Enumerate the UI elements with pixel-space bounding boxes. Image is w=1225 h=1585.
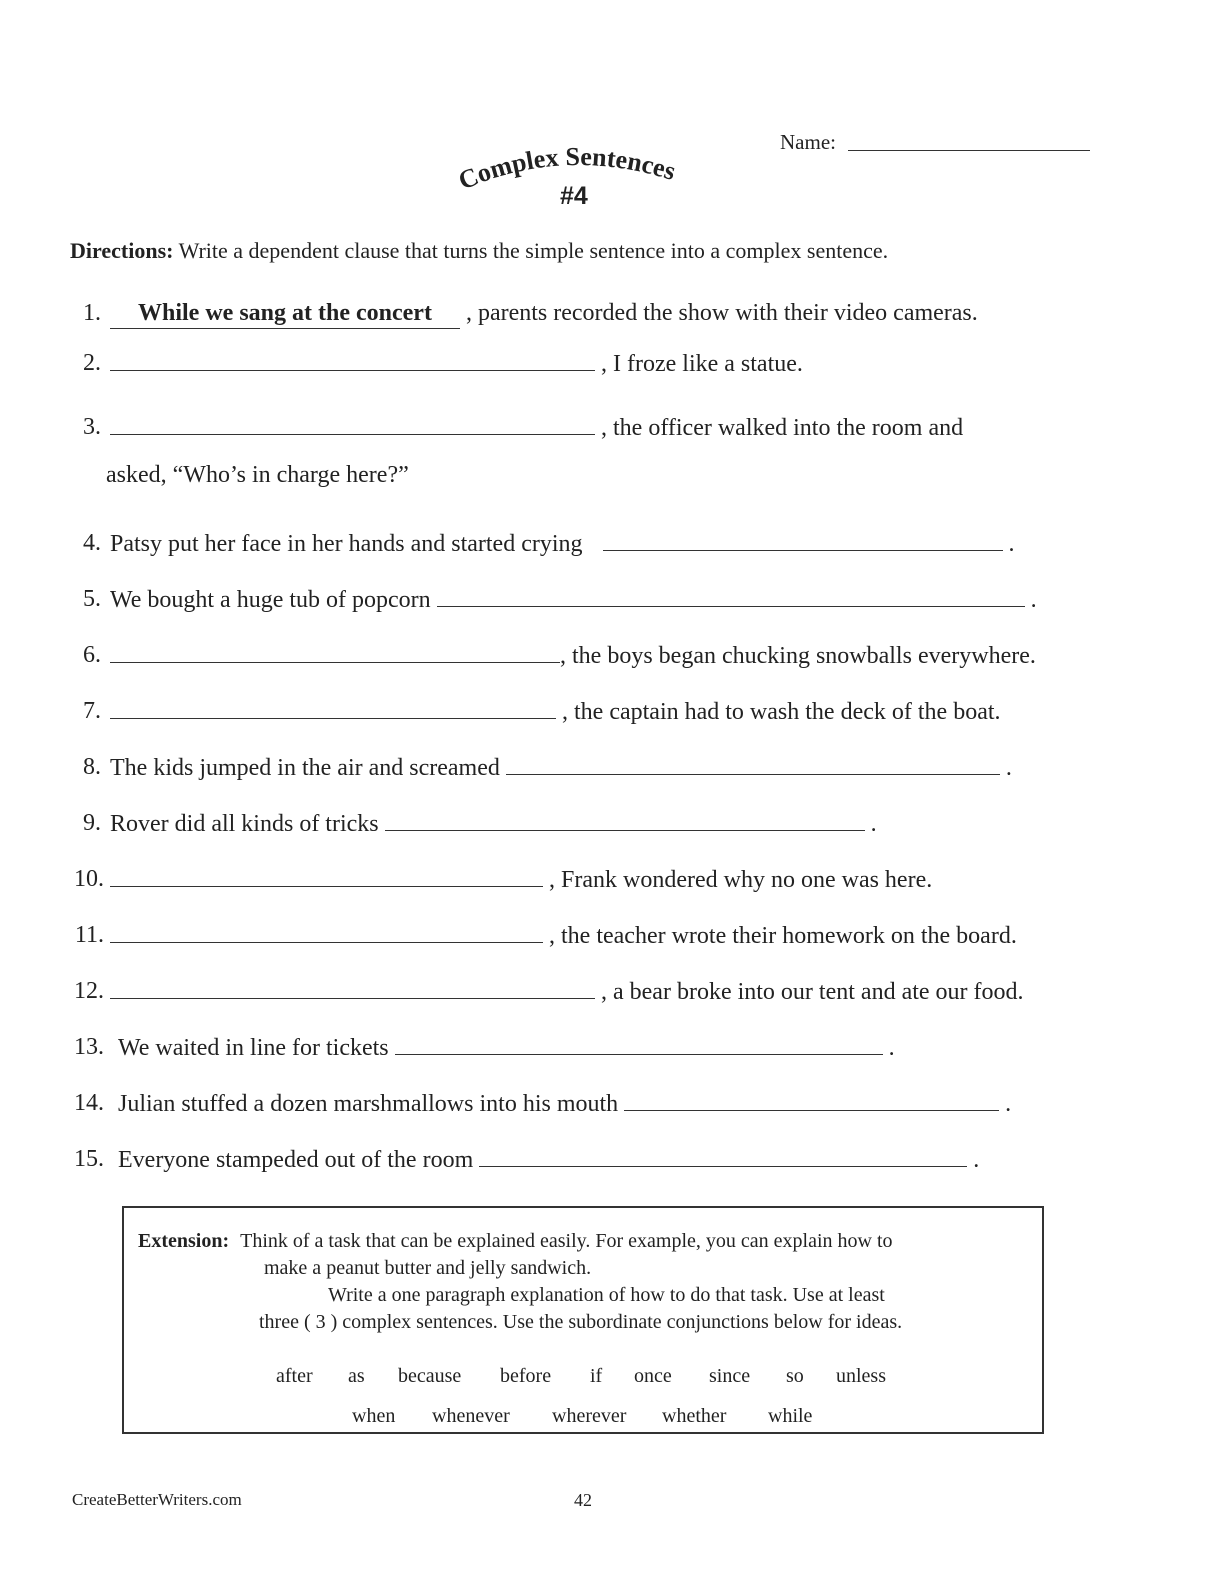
conjunction-word: because — [398, 1365, 462, 1387]
answer-blank[interactable] — [437, 584, 1025, 607]
answer-blank[interactable] — [603, 528, 1003, 551]
page-subtitle: #4 — [560, 182, 588, 210]
directions — [70, 238, 888, 264]
conjunction-word: if — [590, 1365, 603, 1387]
conjunction-word: whenever — [432, 1405, 510, 1427]
answer-blank[interactable] — [385, 808, 865, 831]
extension-label: Extension: — [138, 1230, 230, 1252]
answer-blank[interactable] — [110, 348, 595, 371]
answer-blank[interactable] — [624, 1088, 999, 1111]
name-label: Name: — [780, 130, 836, 154]
directions-text: Write a dependent clause that turns the simple sentence into a complex sentence. — [178, 238, 889, 263]
conjunction-word: after — [276, 1365, 313, 1387]
extension-line-1: Extension: Think of a task that can be explained easily. For example, you can explain how to — [138, 1230, 893, 1252]
answer-blank[interactable] — [110, 976, 595, 999]
conjunction-word: when — [352, 1405, 396, 1427]
answer-blank[interactable] — [479, 1144, 967, 1167]
conjunction-word: since — [709, 1365, 751, 1387]
conjunction-word: while — [768, 1405, 813, 1427]
directions-label: Directions: — [70, 238, 174, 263]
answer-blank[interactable] — [110, 640, 560, 663]
answer-blank[interactable] — [110, 864, 543, 887]
extension-line-3: Write a one paragraph explanation of how to do that task. Use at least — [328, 1284, 885, 1306]
answer-blank[interactable] — [110, 696, 556, 719]
name-field-line[interactable] — [848, 150, 1090, 151]
answer-blank[interactable] — [395, 1032, 883, 1055]
extension-line-4: three ( 3 ) complex sentences. Use the subordinate conjunctions below for ideas. — [259, 1311, 903, 1333]
conjunction-word: once — [634, 1365, 672, 1387]
conjunction-word: as — [348, 1365, 365, 1387]
answer-blank[interactable] — [110, 412, 595, 435]
answer-blank[interactable] — [506, 752, 1000, 775]
extension-box — [122, 1206, 1044, 1434]
page-number: 42 — [574, 1490, 592, 1510]
conjunction-word: wherever — [552, 1405, 627, 1427]
page-title-text: Complex Sentences — [454, 141, 680, 196]
conjunction-word: so — [786, 1365, 804, 1387]
extension-line-2: make a peanut butter and jelly sandwich. — [264, 1257, 592, 1279]
conjunction-word: before — [500, 1365, 552, 1387]
list-item-continuation: asked, “Who’s in charge here?” — [106, 462, 409, 488]
footer-site: CreateBetterWriters.com — [72, 1490, 242, 1509]
answer-example: While we sang at the concert — [110, 298, 460, 329]
conjunction-word: whether — [662, 1405, 727, 1427]
conjunction-word: unless — [836, 1365, 886, 1387]
answer-blank[interactable] — [110, 920, 543, 943]
